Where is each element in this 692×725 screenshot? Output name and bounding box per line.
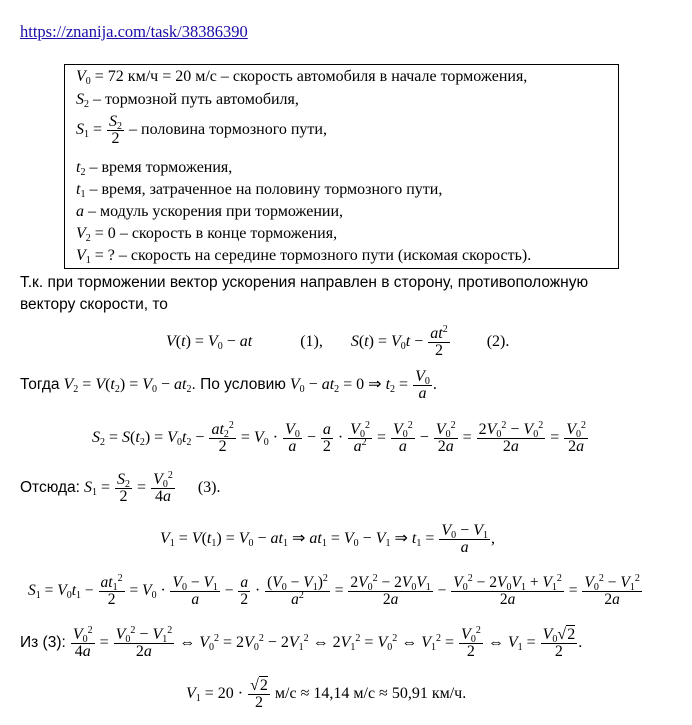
v1-line: $V_1 = V(t_1) = V_0 - at_1$ ⇒ $at_1 = V_0 - V_1$ ⇒ $t_1$ = $\frac{V_0 - V_1}{a}$ , <box>160 522 495 556</box>
given-line-3: $S_1$ = $\frac{S_2}{2}$ – половина тормозного пути, <box>76 113 327 147</box>
equation-2-number: (2). <box>486 333 510 351</box>
intro-line-1: Т.к. при торможении вектор ускорения направлен в сторону, противоположную <box>20 274 589 291</box>
given-line-6: a – модуль ускорения при торможении, <box>76 203 344 220</box>
then-label: Тогда <box>20 376 60 394</box>
given-line-4: $t_2$ – время торможения, <box>76 159 233 178</box>
answer-line: $V_1 = 20$ · $\frac{√2}{2}$ м/с ≈ 14,14 м/с ≈ 50,91 км/ч. <box>186 677 467 711</box>
then-line: Тогда $V_2 = V(t_2) = V_0 - at_2$. По условию $V_0 - at_2 = 0$ ⇒ $t_2$ = $\frac{V_0}{a}$ . <box>20 368 437 402</box>
source-link[interactable]: https://znanija.com/task/38386390 <box>20 22 248 41</box>
equation-1-number: (1), <box>300 333 323 351</box>
from3-line: Из (3): $\frac{V_0^2}{4a}$ = $\frac{V_0^2 - V_1^2}{2a}$ ⇔ $V_0^2 = 2V_0^2 - 2V_1^2$ ⇔ $2V_1^2 = V_0^2$ ⇔ $V_1^2$ = $\frac{V_0^2}{2}$ ⇔ $V_1$ = $\frac{V_0√2}{2}$ . <box>20 625 583 660</box>
given-line-8-text: – скорость на середине тормозного пути (искомая скорость). <box>118 247 532 264</box>
by-condition-label: . По условию <box>191 376 286 394</box>
given-line-1: $V_0 = 72$ км/ч = 20 м/с – скорость автомобиля в начале торможения, <box>76 68 528 87</box>
given-line-5-text: – время, затраченное на половину тормозного пути, <box>89 181 443 198</box>
given-line-8: $V_1$ = ? – скорость на середине тормозного пути (искомая скорость). <box>76 247 532 266</box>
s2-derivation: $S_2 = S(t_2) = V_0t_2$ − $\frac{at_2^2}{2}$ = $V_0$ · $\frac{V_0}{a}$ − $\frac{a}{2}$ · $\frac{V_0^2}{a^2}$ = $\frac{V_0^2}{a}$ − $\frac{V_0^2}{2a}$ = $\frac{2V_0^2 - V_0^2}{2a}$ = $\frac{V_0^2}{2a}$ <box>92 420 587 455</box>
hence-line: Отсюда: $S_1$ = $\frac{S_2}{2}$ = $\frac{V_0^2}{4a}$ (3). <box>20 470 221 505</box>
given-line-6-text: – модуль ускорения при торможении, <box>88 203 344 220</box>
hence-label: Отсюда: <box>20 479 80 497</box>
answer-units: м/с ≈ 14,14 м/с ≈ 50,91 км/ч. <box>274 685 467 703</box>
given-line-1-text: – скорость автомобиля в начале торможения, <box>220 68 528 85</box>
given-line-7-text: – скорость в конце торможения, <box>119 225 338 242</box>
s1-derivation: $S_1 = V_0t_1$ − $\frac{at_1^2}{2}$ = $V_0$ · $\frac{V_0 - V_1}{a}$ − $\frac{a}{2}$ · $\frac{(V_0 - V_1)^2}{a^2}$ = $\frac{2V_0^2 - 2V_0V_1}{2a}$ − $\frac{V_0^2 - 2V_0V_1 + V_1^2}{2a}$ = $\frac{V_0^2 - V_1^2}{2a}$ <box>28 573 640 608</box>
given-line-3-text: – половина тормозного пути, <box>129 121 327 139</box>
given-line-2: $S_2$ – тормозной путь автомобиля, <box>76 91 299 110</box>
intro-line-2: вектору скорости, то <box>20 296 168 313</box>
given-line-5: $t_1$ – время, затраченное на половину тормозного пути, <box>76 181 443 200</box>
from3-label: Из (3): <box>20 634 66 652</box>
equation-3-number: (3). <box>197 479 221 497</box>
given-line-7: $V_2 = 0$ – скорость в конце торможения, <box>76 225 338 244</box>
given-line-2-text: – тормозной путь автомобиля, <box>93 91 299 108</box>
equation-1-2: $V(t) = V_0$ − at (1), $S(t) = V_0t$ − $\frac{at^2}{2}$ (2). <box>166 324 510 359</box>
given-line-4-text: – время торможения, <box>89 159 233 176</box>
